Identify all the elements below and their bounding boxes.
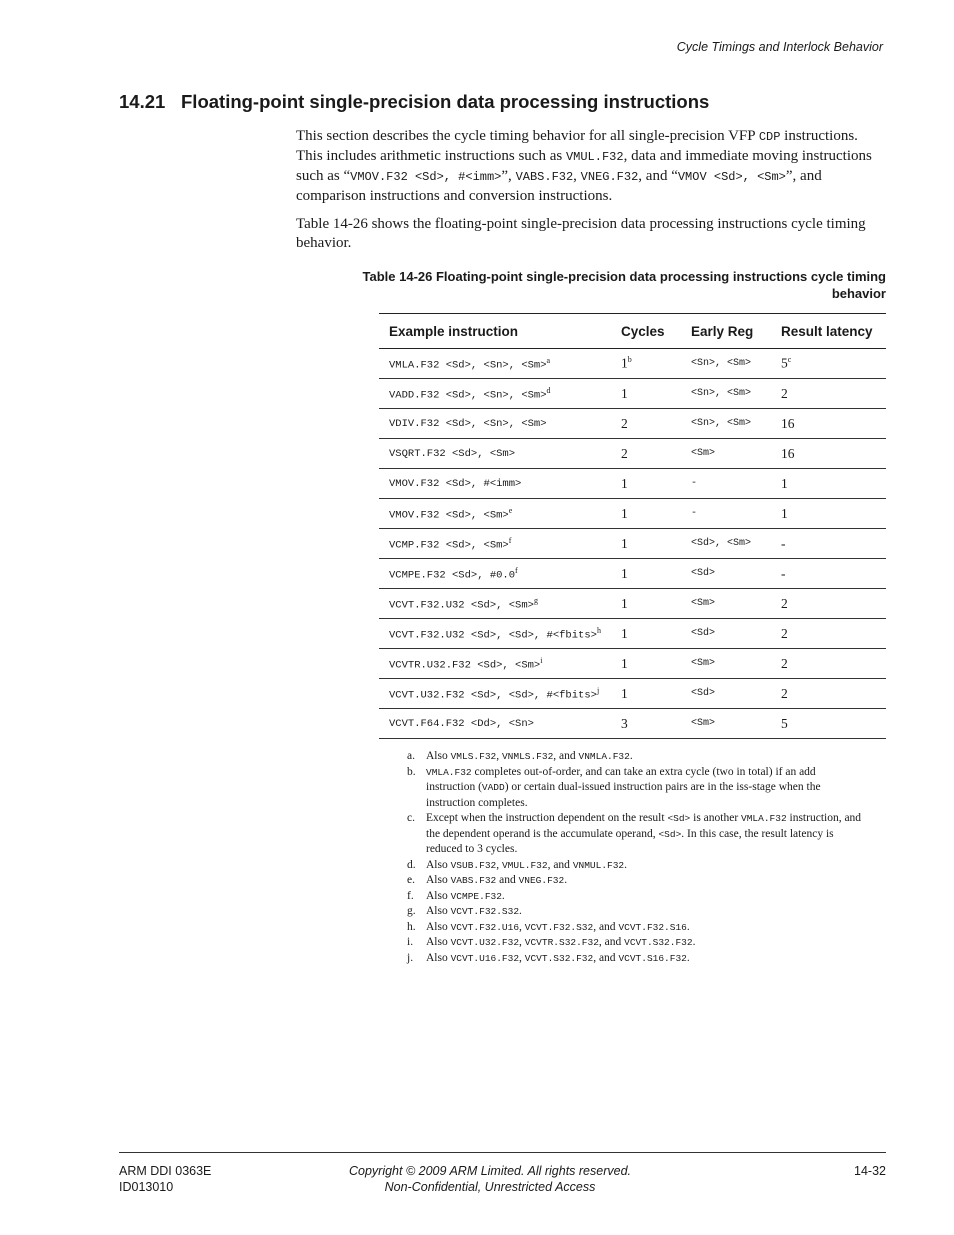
- inline-code: VCVT.S16.F32: [618, 952, 687, 964]
- instruction-cell-text: VCVT.F32.U32 <Sd>, <Sd>, #<fbits>: [389, 629, 597, 642]
- footnote-ref: g: [533, 595, 538, 605]
- early-reg-cell-text: <Sd>: [691, 688, 716, 699]
- table-row: [379, 559, 886, 589]
- latency-cell-text: -: [781, 535, 786, 551]
- inline-code: VMLA.F32: [741, 813, 787, 824]
- instruction-cell: [379, 469, 611, 499]
- early-reg-cell: [681, 679, 771, 709]
- inline-code: VNEG.F32: [580, 170, 639, 184]
- footnote-text: .: [629, 750, 633, 762]
- inline-code: VNMLS.F32: [501, 751, 554, 762]
- section-title: Floating-point single-precision data processing instructions: [181, 91, 710, 112]
- latency-cell: [771, 409, 886, 439]
- latency-cell-text: 2: [781, 385, 788, 401]
- latency-cell-text: 2: [781, 685, 788, 701]
- table-row: [379, 649, 886, 679]
- instruction-cell-text: VMOV.F32 <Sd>, <Sm>: [389, 509, 509, 522]
- table-row: [379, 529, 886, 559]
- footnote-text: and: [496, 874, 519, 886]
- table-row: [379, 349, 886, 379]
- cycles-cell-text: 1: [621, 355, 628, 371]
- inline-code: VMLA.F32: [426, 766, 472, 778]
- latency-cell-text: 5: [781, 355, 788, 371]
- latency-cell: [771, 379, 886, 409]
- table-reference-paragraph: Table 14-26 shows the floating-point single-precision data processing instructions cycle timing behavior.: [296, 216, 866, 251]
- page-number: 14-32: [854, 1164, 886, 1178]
- early-reg-cell-text: <Sn>, <Sm>: [691, 388, 752, 399]
- table-footnotes: [407, 749, 862, 966]
- inline-code: VMOV.F32 <Sd>, #<imm>: [350, 170, 502, 184]
- footnote-mark: d.: [407, 858, 416, 871]
- footnote-text: .: [501, 889, 505, 902]
- cycles-cell-text: 1: [621, 595, 628, 611]
- table-row: [379, 469, 886, 499]
- latency-cell: [771, 349, 886, 379]
- footnote-ref: f: [508, 535, 512, 545]
- footnote-text: , and: [598, 936, 625, 948]
- intro-text: ,: [573, 168, 581, 184]
- section-number: 14.21: [119, 91, 166, 112]
- footnote-text: , and: [553, 750, 579, 762]
- footnote-ref: j: [596, 685, 600, 695]
- intro-text: This section describes the cycle timing behavior for all single-precision VFP: [296, 128, 759, 144]
- latency-cell: [771, 679, 886, 709]
- footnote: [407, 889, 862, 905]
- cycles-cell-text: 2: [621, 415, 628, 431]
- footnote: [407, 749, 862, 765]
- inline-code: VCMPE.F32: [450, 890, 502, 902]
- footnote-ref: h: [596, 625, 601, 635]
- latency-cell-text: 1: [781, 475, 788, 491]
- inline-code: VSUB.F32: [450, 859, 497, 871]
- column-header: Cycles: [611, 314, 681, 349]
- footnote-mark: j.: [407, 951, 414, 964]
- cycles-cell-text: 3: [621, 715, 628, 731]
- instruction-cell: [379, 499, 611, 529]
- footnote-text: .: [686, 920, 690, 933]
- table-row: [379, 619, 886, 649]
- inline-code: VMLS.F32: [450, 751, 497, 762]
- footnote-ref: i: [540, 655, 543, 665]
- latency-cell-text: 5: [781, 715, 788, 731]
- footnote-text: ,: [519, 920, 525, 933]
- cycles-cell-text: 1: [621, 505, 628, 521]
- inline-code: CDP: [758, 130, 781, 144]
- instruction-cell: [379, 559, 611, 589]
- doc-id: ARM DDI 0363E: [119, 1164, 212, 1178]
- early-reg-cell: [681, 439, 771, 469]
- table-body: [379, 349, 886, 739]
- cycle-timing-table: [379, 313, 886, 739]
- latency-cell: [771, 619, 886, 649]
- instruction-cell-text: VMOV.F32 <Sd>, #<imm>: [389, 477, 522, 490]
- inline-code: VADD: [481, 782, 505, 793]
- footnote-text: .: [624, 858, 627, 871]
- footnote-ref: d: [546, 385, 551, 395]
- copyright: Copyright © 2009 ARM Limited. All rights reserved.: [348, 1164, 631, 1178]
- footnote-text: Also: [426, 951, 451, 964]
- cycles-cell: [611, 529, 681, 559]
- cycles-cell: [611, 679, 681, 709]
- inline-code: <Sd>: [658, 828, 682, 840]
- cycles-cell-text: 1: [621, 475, 628, 491]
- intro-paragraph: [296, 127, 888, 206]
- footnote-text: Also: [426, 858, 451, 871]
- instruction-cell: [379, 709, 611, 739]
- footnote-text: is another: [690, 812, 742, 824]
- cycles-cell: [611, 559, 681, 589]
- table-row: [379, 589, 886, 619]
- footnote-text: .: [686, 951, 690, 964]
- early-reg-cell: [681, 559, 771, 589]
- cycles-cell-text: 2: [621, 445, 628, 461]
- intro-text: , and “: [638, 168, 678, 184]
- early-reg-cell-text: <Sd>, <Sm>: [691, 538, 752, 549]
- instruction-cell-text: VSQRT.F32 <Sd>, <Sm>: [389, 447, 516, 460]
- caption-line: behavior: [831, 286, 886, 301]
- early-reg-cell-text: <Sn>, <Sm>: [691, 418, 752, 429]
- instruction-cell-text: VCVT.F64.F32 <Dd>, <Sn>: [389, 717, 534, 730]
- early-reg-cell: [681, 529, 771, 559]
- latency-cell: [771, 709, 886, 739]
- column-header: Result latency: [771, 314, 886, 349]
- footer-center: [300, 1163, 680, 1195]
- cycles-cell: [611, 439, 681, 469]
- cycles-cell: [611, 469, 681, 499]
- instruction-cell-text: VMLA.F32 <Sd>, <Sn>, <Sm>: [389, 359, 547, 372]
- inline-code: VCVT.S32.F32: [624, 937, 693, 948]
- footnote-mark: e.: [407, 874, 415, 886]
- footnote-text: Also: [426, 889, 451, 902]
- column-header: Example instruction: [379, 314, 611, 349]
- footnote-mark: f.: [407, 889, 414, 902]
- latency-cell: [771, 649, 886, 679]
- cycles-cell-text: 1: [621, 535, 628, 551]
- cycles-cell: [611, 649, 681, 679]
- inline-code: VCVT.U32.F32: [450, 937, 520, 948]
- latency-cell: [771, 559, 886, 589]
- latency-cell-text: 2: [781, 655, 788, 671]
- table-header-row: [379, 314, 886, 349]
- footnote-text: .: [564, 874, 568, 886]
- instruction-cell: [379, 349, 611, 379]
- cycles-cell: [611, 589, 681, 619]
- cycles-cell-text: 1: [621, 625, 628, 641]
- footnote: [407, 765, 862, 812]
- instruction-cell: [379, 679, 611, 709]
- inline-code: VCVT.F32.U16: [450, 921, 520, 933]
- inline-code: VABS.F32: [450, 875, 497, 886]
- footnote-text: Also: [426, 936, 451, 948]
- latency-cell: [771, 469, 886, 499]
- footnote-mark: c.: [407, 812, 415, 824]
- footnote-ref: b: [627, 355, 632, 365]
- footnote-ref: c: [787, 355, 792, 365]
- latency-cell-text: 1: [781, 505, 788, 521]
- inline-code: VNMUL.F32: [572, 859, 625, 871]
- latency-cell: [771, 439, 886, 469]
- footnote-mark: b.: [407, 765, 416, 778]
- table-row: [379, 409, 886, 439]
- table-row: [379, 439, 886, 469]
- instruction-cell: [379, 409, 611, 439]
- footnote-text: . In this case, the result latency is reduced to 3 cycles.: [426, 827, 834, 855]
- intro-text: ”,: [501, 168, 516, 184]
- early-reg-cell: [681, 709, 771, 739]
- latency-cell-text: 2: [781, 625, 788, 641]
- instruction-cell: [379, 649, 611, 679]
- early-reg-cell-text: -: [691, 478, 698, 489]
- issue-id: ID013010: [119, 1180, 174, 1194]
- footnote-text: , and: [593, 920, 619, 933]
- early-reg-cell: [681, 499, 771, 529]
- cycles-cell: [611, 709, 681, 739]
- inline-code: VCVT.F32.S32: [450, 906, 520, 917]
- footnote-mark: h.: [407, 920, 416, 933]
- inline-code: VMUL.F32: [565, 150, 624, 164]
- footnote-mark: a.: [407, 750, 415, 762]
- cycles-cell-text: 1: [621, 685, 628, 701]
- footer-left: [119, 1163, 211, 1195]
- instruction-cell: [379, 589, 611, 619]
- intro-text: ”, and comparison instructions and conversion instructions.: [296, 168, 822, 204]
- footnote: [407, 920, 862, 936]
- cycles-cell: [611, 409, 681, 439]
- inline-code: VCVT.F32.S16: [618, 921, 687, 933]
- inline-code: VCVT.S32.F32: [524, 952, 594, 964]
- footnote-text: .: [692, 936, 696, 948]
- cycles-cell: [611, 349, 681, 379]
- early-reg-cell: [681, 349, 771, 379]
- footnote: [407, 951, 862, 967]
- footnote-text: ,: [519, 951, 525, 964]
- inline-code: VNEG.F32: [518, 875, 565, 886]
- caption-line: Table 14-26 Floating-point single-precision data processing instructions cycle timing: [362, 269, 886, 284]
- early-reg-cell: [681, 379, 771, 409]
- early-reg-cell: [681, 469, 771, 499]
- early-reg-cell: [681, 649, 771, 679]
- early-reg-cell-text: <Sd>: [691, 628, 716, 639]
- table-row: [379, 499, 886, 529]
- early-reg-cell: [681, 409, 771, 439]
- instruction-cell: [379, 439, 611, 469]
- instruction-cell-text: VDIV.F32 <Sd>, <Sn>, <Sm>: [389, 417, 547, 430]
- cycles-cell-text: 1: [621, 565, 628, 581]
- instruction-cell-text: VCMPE.F32 <Sd>, #0.0: [389, 569, 516, 582]
- cycles-cell: [611, 499, 681, 529]
- footnote: [407, 811, 862, 858]
- latency-cell-text: 2: [781, 595, 788, 611]
- cycles-cell: [611, 379, 681, 409]
- latency-cell-text: 16: [781, 415, 795, 431]
- instruction-cell: [379, 619, 611, 649]
- inline-code: VCVT.U16.F32: [450, 952, 520, 964]
- inline-code: <Sd>: [667, 813, 691, 824]
- table-row: [379, 379, 886, 409]
- early-reg-cell: [681, 619, 771, 649]
- instruction-cell-text: VCVT.U32.F32 <Sd>, <Sd>, #<fbits>: [389, 689, 597, 702]
- running-header: Cycle Timings and Interlock Behavior: [676, 40, 883, 54]
- footer-divider: [119, 1152, 886, 1153]
- inline-code: VMUL.F32: [501, 859, 548, 871]
- latency-cell: [771, 499, 886, 529]
- access-notice: Non-Confidential, Unrestricted Access: [384, 1180, 596, 1194]
- instruction-cell-text: VCVTR.U32.F32 <Sd>, <Sm>: [389, 659, 541, 672]
- early-reg-cell-text: <Sd>: [691, 568, 716, 579]
- footnote-ref: f: [515, 565, 518, 575]
- table-caption: [296, 268, 886, 302]
- footnote-text: , and: [593, 951, 619, 964]
- cycles-cell-text: 1: [621, 385, 628, 401]
- footnote: [407, 873, 862, 889]
- early-reg-cell-text: <Sn>, <Sm>: [691, 358, 752, 369]
- instruction-cell-text: VCVT.F32.U32 <Sd>, <Sm>: [389, 599, 534, 612]
- footnote-text: completes out-of-order, and can take an extra cycle (two in total) if an add instruction (: [426, 765, 816, 793]
- footnote-text: Also: [426, 905, 451, 917]
- instruction-cell-text: VADD.F32 <Sd>, <Sn>, <Sm>: [389, 389, 547, 402]
- early-reg-cell-text: <Sm>: [691, 658, 716, 669]
- footnote-text: .: [519, 905, 522, 917]
- intro-text: , data and immediate moving instructions such as “: [296, 148, 872, 184]
- cycles-cell: [611, 619, 681, 649]
- footnote-text: ,: [496, 858, 502, 871]
- footnote-text: Also: [426, 750, 451, 762]
- early-reg-cell-text: <Sm>: [691, 718, 716, 729]
- footnote-text: ) or certain dual-issued instruction pairs are in the iss-stage when the instruction completes.: [426, 781, 821, 809]
- early-reg-cell-text: <Sm>: [691, 598, 716, 609]
- footnote: [407, 858, 862, 874]
- footnote: [407, 935, 862, 951]
- instruction-cell: [379, 529, 611, 559]
- footnote-text: Except when the instruction dependent on the result: [426, 812, 668, 824]
- footnote-ref: a: [546, 355, 551, 365]
- footnote-mark: i.: [407, 936, 414, 948]
- footnote-ref: e: [508, 505, 513, 515]
- footnote-text: instruction, and the dependent operand is the accumulate operand,: [426, 812, 862, 840]
- inline-code: VCVT.F32.S32: [524, 921, 594, 933]
- cycles-cell-text: 1: [621, 655, 628, 671]
- inline-code: VCVTR.S32.F32: [524, 937, 599, 948]
- footnote-text: ,: [519, 936, 525, 948]
- footnote-text: Also: [426, 920, 451, 933]
- section-heading: [119, 91, 709, 113]
- instruction-cell: [379, 379, 611, 409]
- instruction-cell-text: VCMP.F32 <Sd>, <Sm>: [389, 539, 509, 552]
- inline-code: VMOV <Sd>, <Sm>: [677, 170, 786, 184]
- latency-cell: [771, 589, 886, 619]
- early-reg-cell-text: -: [691, 508, 698, 519]
- column-header: Early Reg: [681, 314, 771, 349]
- footnote: [407, 904, 862, 920]
- latency-cell: [771, 529, 886, 559]
- latency-cell-text: -: [781, 565, 786, 581]
- intro-text: instructions. This includes arithmetic instructions such as: [296, 128, 858, 164]
- inline-code: VNMLA.F32: [578, 751, 630, 762]
- early-reg-cell-text: <Sm>: [691, 448, 716, 459]
- inline-code: VABS.F32: [515, 170, 574, 184]
- latency-cell-text: 16: [781, 445, 795, 461]
- footnote-text: , and: [547, 858, 573, 871]
- early-reg-cell: [681, 589, 771, 619]
- footnote-mark: g.: [407, 905, 416, 917]
- table-row: [379, 679, 886, 709]
- footnote-text: ,: [496, 750, 502, 762]
- table-row: [379, 709, 886, 739]
- footnote-text: Also: [426, 874, 451, 886]
